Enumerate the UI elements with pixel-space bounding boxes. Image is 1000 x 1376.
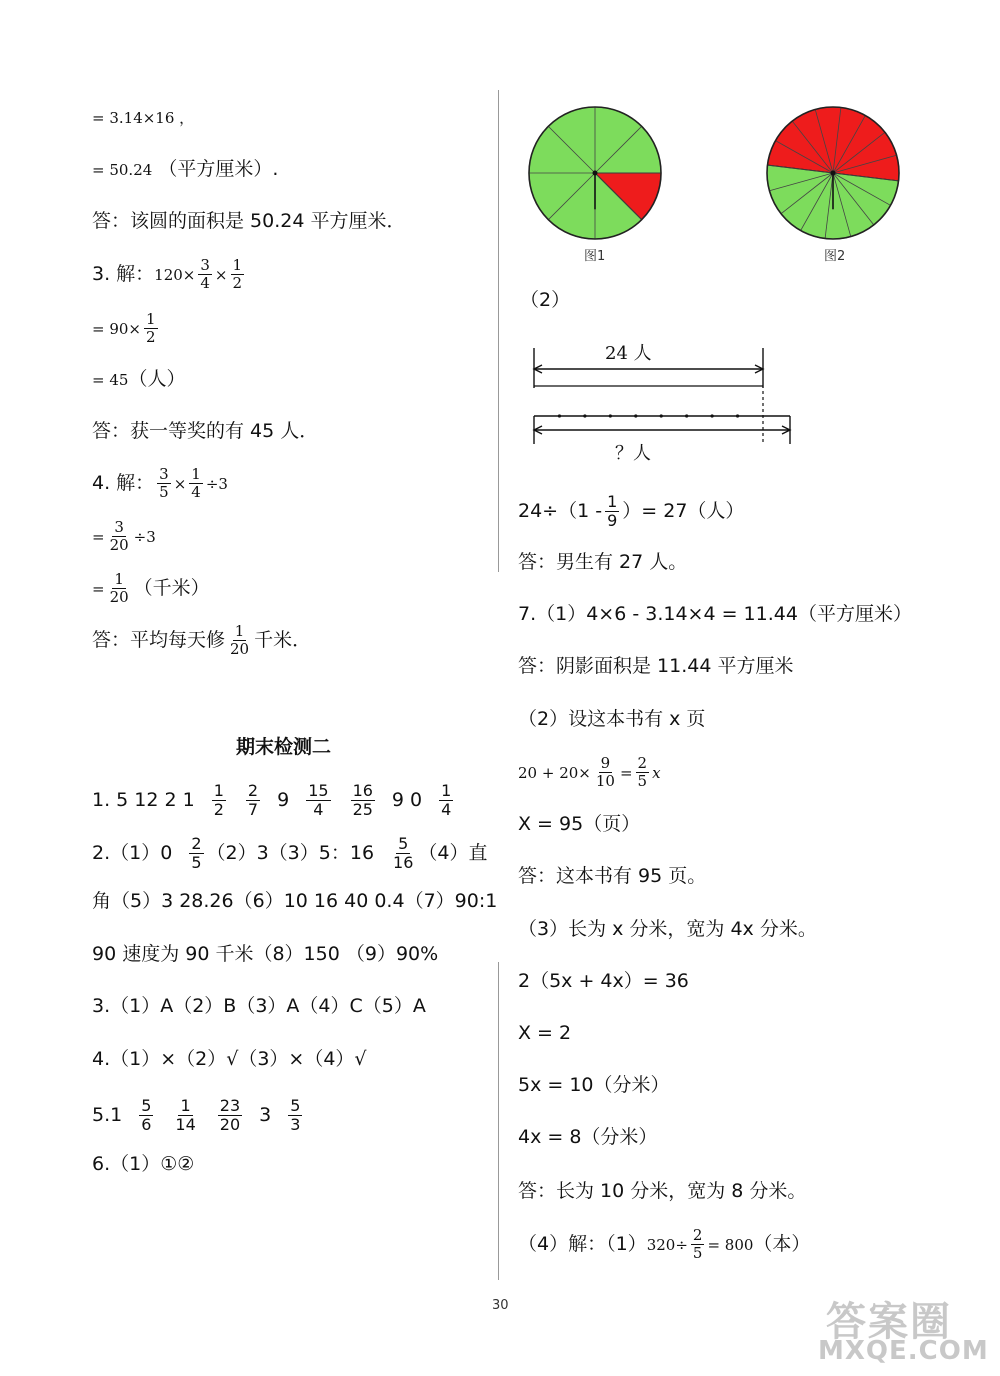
problem-7-line: 7.（1）4×6 - 3.14×4 = 11.44（平方厘米） xyxy=(518,603,912,625)
problem-3-line: 3. 解：120× $\frac{3}{4}$ × $\frac{1}{2}$ xyxy=(92,256,243,292)
question-2-line-b: 角（5）3 28.26（6）10 16 40 0.4（7）90:1 xyxy=(92,890,498,912)
bar-dot xyxy=(736,414,739,417)
fraction: $\frac{1}{14}$ xyxy=(175,1096,196,1134)
part-2-setup: （2）设这本书有 x 页 xyxy=(518,708,706,730)
pie-chart-2 xyxy=(767,107,899,239)
fraction: $\frac{1}{2}$ xyxy=(213,781,224,819)
q5-text: 3 xyxy=(259,1104,272,1126)
watermark-logo-text: 答案圈 xyxy=(826,1299,952,1345)
question-4-line: 4.（1）×（2）√（3）×（4）√ xyxy=(92,1048,367,1070)
bar-dot xyxy=(634,414,637,417)
column-divider-top xyxy=(498,90,499,572)
calc-text: = xyxy=(92,528,105,546)
calc-line-6 xyxy=(92,367,185,392)
question-6-line: 6.（1）①② xyxy=(92,1153,195,1175)
answer-line-area: 答：该圆的面积是 50.24 平方厘米． xyxy=(92,210,406,232)
q1-text: 9 0 xyxy=(391,789,423,811)
fraction: $\frac{16}{25}$ xyxy=(352,781,373,819)
fraction: $\frac{1}{20}$ xyxy=(109,570,129,606)
fraction: $\frac{9}{10}$ xyxy=(595,754,615,790)
bar-dot xyxy=(609,414,612,417)
fraction: $\frac{1}{2}$ xyxy=(146,310,156,346)
pie-center xyxy=(831,171,836,176)
column-divider-bottom xyxy=(498,962,499,1280)
fraction: $\frac{2}{5}$ xyxy=(191,834,202,872)
problem-3-label: 3. 解： xyxy=(92,263,155,285)
calc-text: = xyxy=(619,764,633,782)
fraction: $\frac{5}{6}$ xyxy=(141,1096,152,1134)
q1-text: 9 xyxy=(277,789,290,811)
part-4-label: （4）解：（1） xyxy=(518,1233,647,1255)
watermark-url: MXQE.COM xyxy=(818,1336,989,1366)
calc-value: = 45 xyxy=(92,371,129,389)
fraction: $\frac{23}{20}$ xyxy=(219,1096,241,1134)
q2-text: 2.（1）0 xyxy=(92,842,173,864)
calc-text: ÷3 xyxy=(205,475,228,493)
calc-line-9 xyxy=(92,520,156,553)
fraction: $\frac{1}{2}$ xyxy=(232,256,243,292)
solution-x-2: X = 2 xyxy=(518,1022,572,1044)
pie-figures xyxy=(520,105,940,255)
calc-unit: （千米） xyxy=(133,577,210,599)
answer-boys: 答：男生有 27 人。 xyxy=(518,551,688,573)
page-number: 30 xyxy=(492,1298,509,1313)
question-5-line xyxy=(92,1098,305,1133)
answer-text: 答：平均每天修 xyxy=(92,629,226,651)
calc-text: 20 + 20× xyxy=(518,764,591,782)
calc-text: = 90× xyxy=(92,320,141,338)
calc-text: = 800 xyxy=(707,1236,754,1254)
question-2-line-c: 90 速度为 90 千米（8）150 （9）90% xyxy=(92,943,439,965)
segment-top-label: 24 人 xyxy=(605,343,652,364)
calc-line-10 xyxy=(92,572,210,605)
calc-line-5 xyxy=(92,312,161,345)
q1-text: 1. 5 12 2 1 xyxy=(92,789,195,811)
section-title: 期末检测二 xyxy=(236,736,332,758)
problem-4-label: 4. 解： xyxy=(92,472,155,494)
fraction: $\frac{5}{3}$ xyxy=(290,1096,301,1134)
result-line-1 xyxy=(518,494,744,529)
bar-dot xyxy=(660,414,663,417)
calc-unit: （人） xyxy=(128,368,186,390)
calc-text: = xyxy=(92,580,105,598)
fraction: $\frac{3}{4}$ xyxy=(200,256,210,292)
bar-dot xyxy=(711,414,714,417)
fraction: $\frac{1}{4}$ xyxy=(191,465,201,501)
part-4-line xyxy=(518,1228,810,1261)
calc-value: = 50.24 xyxy=(92,161,153,179)
pie-center xyxy=(593,171,598,176)
equation-perimeter: 2（5x + 4x）= 36 xyxy=(518,970,689,992)
fraction: $\frac{2}{7}$ xyxy=(247,781,259,819)
q2-text: （2）3（3）5：16 xyxy=(206,842,375,864)
question-1-line xyxy=(92,783,456,818)
calc-text: 24÷（1 - xyxy=(518,500,603,522)
calc-line-2 xyxy=(92,157,278,182)
calc-text: ）= 27（人） xyxy=(622,500,745,522)
bar-dot xyxy=(685,414,688,417)
fraction: $\frac{1}{4}$ xyxy=(441,781,452,819)
part-3-setup: （3）长为 x 分米，宽为 4x 分米。 xyxy=(518,918,817,940)
fraction: $\frac{5}{16}$ xyxy=(393,834,414,872)
segment-bottom-label: ？人 xyxy=(615,443,651,464)
figure-1-label: 图1 xyxy=(584,249,606,264)
length-result: 5x = 10（分米） xyxy=(518,1074,670,1096)
answer-dimensions: 答：长为 10 分米，宽为 8 分米。 xyxy=(518,1180,807,1202)
segment-diagram xyxy=(520,336,810,476)
answer-unit: 千米． xyxy=(254,629,312,651)
fraction: $\frac{1}{9}$ xyxy=(607,492,618,530)
fraction: $\frac{15}{4}$ xyxy=(308,781,329,819)
part-2-label: （2） xyxy=(520,289,571,311)
fraction: $\frac{3}{5}$ xyxy=(159,465,169,501)
calc-unit: （平方厘米）. xyxy=(158,158,279,180)
answer-line-prize: 答：获一等奖的有 45 人． xyxy=(92,420,319,442)
calc-line-1: = 3.14×16 ， xyxy=(92,109,195,127)
fraction: $\frac{3}{20}$ xyxy=(109,518,129,554)
bar-dot xyxy=(558,414,561,417)
question-3-line: 3.（1）A（2）B（3）A（4）C（5）A xyxy=(92,995,426,1017)
width-result: 4x = 8（分米） xyxy=(518,1126,658,1148)
answer-shaded-area: 答：阴影面积是 11.44 平方厘米 xyxy=(518,655,794,677)
problem-4-line: 4. 解： $\frac{3}{5}$ × $\frac{1}{4}$ ÷3 xyxy=(92,465,228,501)
answer-pages: 答：这本书有 95 页。 xyxy=(518,865,707,887)
q5-text: 5.1 xyxy=(92,1104,123,1126)
calc-text: 120× xyxy=(154,266,196,284)
fraction: $\frac{2}{5}$ xyxy=(692,1226,703,1262)
calc-text: x xyxy=(652,764,661,782)
question-2-line xyxy=(92,836,487,871)
equation-line xyxy=(518,756,661,789)
fraction: $\frac{1}{20}$ xyxy=(230,622,250,658)
fraction: $\frac{2}{5}$ xyxy=(637,754,648,790)
pie-chart-1 xyxy=(529,107,661,239)
figure-2-label: 图2 xyxy=(824,249,846,264)
calc-text: 320÷ xyxy=(646,1236,688,1254)
q2-text: （4）直 xyxy=(418,842,488,864)
calc-unit: （本） xyxy=(753,1233,811,1255)
answer-line-road xyxy=(92,624,311,657)
calc-text: ÷3 xyxy=(133,528,156,546)
bar-dot xyxy=(583,414,586,417)
solution-x-95: X = 95（页） xyxy=(518,813,641,835)
